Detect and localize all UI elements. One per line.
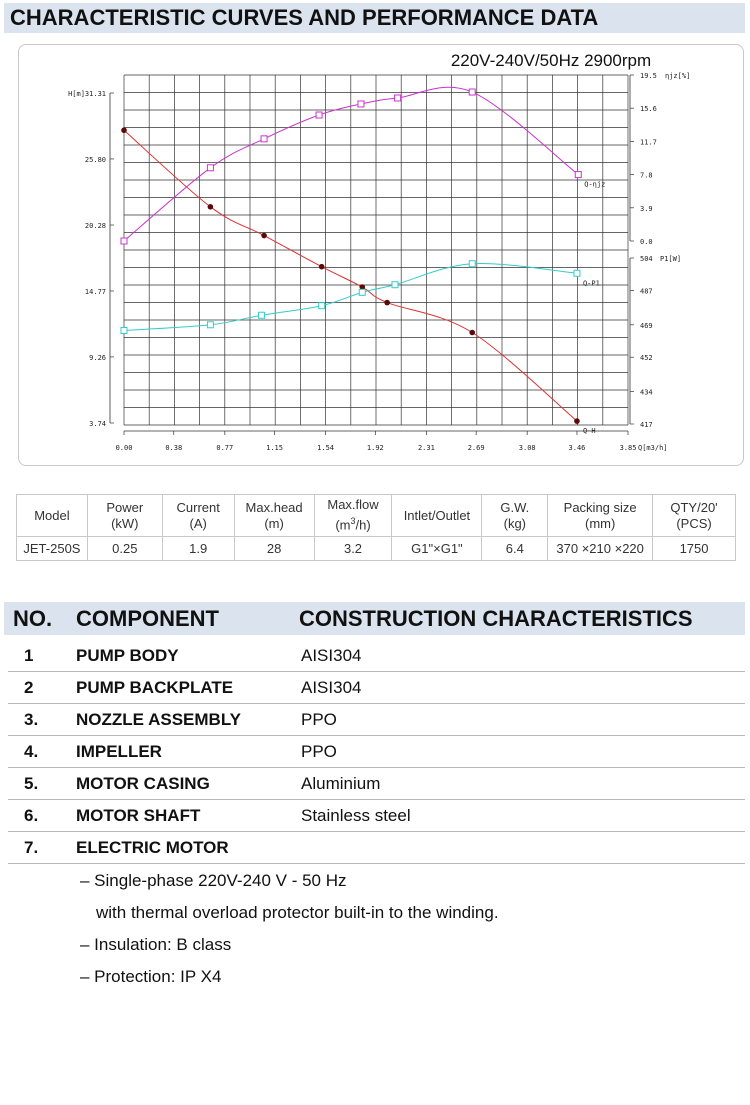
series-q-p1-point (359, 289, 365, 295)
x-tick-label: 3.08 (518, 444, 536, 452)
component-row (8, 800, 745, 832)
series-q-h-point (261, 233, 267, 239)
series-q-p1-point (574, 270, 580, 276)
component-name: PUMP BACKPLATE (76, 678, 234, 697)
right-top-tick-label: 3.9 (640, 204, 653, 213)
component-material: Stainless steel (301, 806, 411, 825)
left-tick-label: 20.28 (84, 222, 106, 231)
component-row (8, 736, 745, 768)
x-tick-label: 0.77 (216, 444, 234, 452)
series-q-p1-point (392, 282, 398, 288)
component-number: 1 (24, 646, 34, 665)
chart-section-title: CHARACTERISTIC CURVES AND PERFORMANCE DATA (4, 3, 745, 33)
x-tick-label: 2.31 (417, 444, 435, 452)
right-bottom-axis-label: P1[W] (660, 255, 682, 263)
right-top-tick-label: 0.0 (640, 238, 653, 246)
x-tick-label: 0.00 (115, 444, 133, 452)
component-number: 3. (24, 710, 39, 729)
series-q-p1-point (319, 303, 325, 309)
series-q-p1-point (258, 312, 264, 318)
series-q-jz-point (261, 136, 267, 142)
components-header (4, 602, 745, 635)
right-top-tick-label: 19.5 (640, 72, 657, 80)
left-tick-label: 9.26 (89, 353, 106, 362)
component-name: ELECTRIC MOTOR (76, 838, 229, 857)
component-row (8, 768, 745, 800)
component-material: PPO (301, 742, 337, 761)
series-q-h-point (469, 330, 475, 336)
component-name: NOZZLE ASSEMBLY (76, 710, 241, 729)
left-tick-label: 25.80 (84, 155, 106, 164)
header-component: COMPONENT (76, 606, 219, 631)
spec-header-1: Power (kW) (87, 495, 162, 537)
component-material: Aluminium (301, 774, 381, 793)
component-material: PPO (301, 710, 337, 729)
series-q-jz-point (207, 165, 213, 171)
spec-header-2: Current (A) (162, 495, 234, 537)
right-top-tick-label: 7.8 (640, 171, 653, 180)
series-q-jz-label: Q-ηjz (584, 180, 606, 189)
component-number: 6. (24, 806, 39, 825)
component-name: IMPELLER (76, 742, 162, 761)
x-tick-label: 1.15 (266, 444, 283, 452)
motor-note: – Protection: IP X4 (80, 967, 222, 986)
spec-cell-5: G1"×G1" (392, 537, 482, 561)
spec-header-3: Max.head (m) (234, 495, 314, 537)
spec-cell-2: 1.9 (162, 537, 234, 561)
component-number: 4. (24, 742, 39, 761)
x-tick-label: 1.54 (317, 444, 335, 452)
right-bottom-tick-label: 504 (640, 255, 653, 263)
spec-cell-8: 1750 (653, 537, 736, 561)
header-construction: CONSTRUCTION CHARACTERISTICS (299, 606, 693, 631)
spec-cell-4: 3.2 (314, 537, 392, 561)
right-top-axis-label: ηjz[%] (665, 72, 691, 80)
performance-chart (19, 45, 745, 467)
performance-chart-panel (18, 44, 744, 466)
right-top-tick-label: 15.6 (640, 105, 657, 114)
series-q-jz-point (469, 89, 475, 95)
component-row (8, 704, 745, 736)
component-material: AISI304 (301, 646, 362, 665)
chart-condition-title: 220V-240V/50Hz 2900rpm (450, 51, 652, 70)
spec-header-5: Intlet/Outlet (392, 495, 482, 537)
motor-note: – Insulation: B class (80, 935, 232, 954)
series-q-p1-label: Q-P1 (582, 279, 600, 288)
header-no: NO. (13, 606, 53, 631)
motor-note: – Single-phase 220V-240 V - 50 Hz (80, 871, 347, 890)
right-bottom-tick-label: 487 (640, 287, 653, 296)
x-axis-label: Q[m3/h] (638, 444, 668, 452)
series-q-jz-point (316, 112, 322, 118)
series-q-h-point (121, 127, 127, 133)
series-q-h-label: Q-H (582, 427, 596, 436)
spec-table-row (17, 537, 736, 561)
x-tick-label: 3.85 (619, 444, 637, 452)
spec-header-4: Max.flow $(m^3/h)$ (314, 495, 392, 537)
motor-note: with thermal overload protector built-in to the winding. (96, 903, 499, 922)
spec-table (16, 494, 736, 561)
series-q-jz-point (121, 238, 127, 244)
series-q-h-point (319, 264, 325, 270)
component-name: MOTOR CASING (76, 774, 210, 793)
spec-cell-1: 0.25 (87, 537, 162, 561)
left-tick-label: H[m]31.31 (68, 90, 106, 98)
component-name: PUMP BODY (76, 646, 179, 665)
spec-header-8: QTY/20' (PCS) (653, 495, 736, 537)
spec-header-7: Packing size (mm) (548, 495, 653, 537)
series-q-p1-point (207, 322, 213, 328)
spec-cell-0: JET-250S (17, 537, 88, 561)
series-q-jz-point (395, 95, 401, 101)
x-tick-label: 2.69 (467, 444, 485, 452)
right-top-tick-label: 11.7 (640, 138, 657, 147)
component-name: MOTOR SHAFT (76, 806, 201, 825)
x-tick-label: 0.38 (165, 444, 183, 452)
right-bottom-tick-label: 469 (640, 321, 653, 330)
left-tick-label: 14.77 (84, 287, 106, 296)
right-bottom-tick-label: 434 (640, 388, 653, 397)
series-q-h-point (208, 204, 214, 210)
series-q-h-point (384, 300, 390, 306)
right-bottom-tick-label: 452 (640, 354, 653, 363)
component-row (8, 640, 745, 672)
spec-cell-6: 6.4 (482, 537, 548, 561)
component-number: 5. (24, 774, 39, 793)
x-tick-label: 1.92 (366, 444, 384, 452)
series-q-h-point (574, 418, 580, 424)
series-q-jz-point (575, 172, 581, 178)
component-number: 7. (24, 838, 39, 857)
series-q-jz-point (358, 101, 364, 107)
series-q-p1-point (469, 261, 475, 267)
spec-cell-3: 28 (234, 537, 314, 561)
spec-header-6: G.W. (kg) (482, 495, 548, 537)
spec-header-0: Model (17, 495, 88, 537)
spec-cell-7: 370 ×210 ×220 (548, 537, 653, 561)
series-q-p1-point (121, 328, 127, 334)
left-tick-label: 3.74 (89, 420, 106, 428)
spec-table-header-row (17, 495, 736, 537)
right-bottom-tick-label: 417 (640, 421, 653, 429)
component-row (8, 832, 745, 864)
component-material: AISI304 (301, 678, 362, 697)
x-tick-label: 3.46 (568, 444, 586, 452)
component-row (8, 672, 745, 704)
component-number: 2 (24, 678, 34, 697)
